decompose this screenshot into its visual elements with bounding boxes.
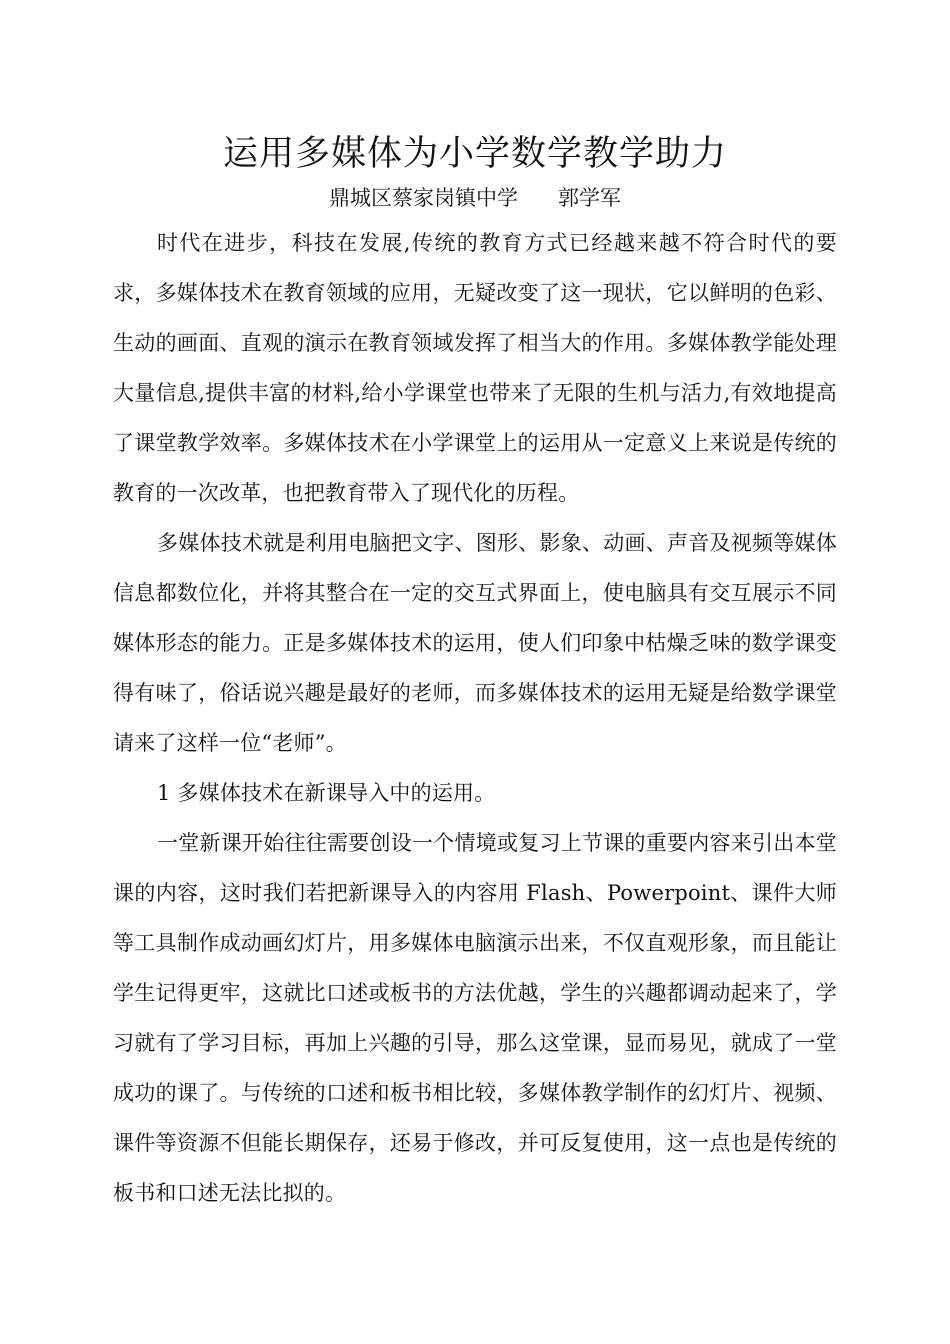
paragraph-definition: 多媒体技术就是利用电脑把文字、图形、影象、动画、声音及视频等媒体信息都数位化，并将其整合在一定的交互式界面上，使电脑具有交互展示不同媒体形态的能力。正是多媒体技术的运用，使人们印象中枯燥乏味的数学课变得有味了，俗话说兴趣是最好的老师，而多媒体技术的运用无疑是给数学课堂请来了这样一位“老师”。 [113,531,837,755]
paragraph-new-lesson: 一堂新课开始往往需要创设一个情境或复习上节课的重要内容来引出本堂课的内容，这时我们若把新课导入的内容用 Flash、Powerpoint、课件大师等工具制作成动画幻灯片，用多媒体电脑演示出来，不仅直观形象，而且能让学生记得更牢，这就比口述或板书的方法优越，学生的兴趣都调动起来了，学习就有了学习目标，再加上兴趣的引导，那么这堂课，显而易见，就成了一堂成功的课了。与传统的口述和板书相比较，多媒体教学制作的幻灯片、视频、课件等资源不但能长期保存，还易于修改，并可反复使用，这一点也是传统的板书和口述无法比拟的。 [113,831,837,1205]
author-byline: 鼎城区蔡家岗镇中学 郭学军 [328,186,622,210]
section-heading-1: 1 多媒体技术在新课导入中的运用。 [157,781,496,805]
document-body [113,128,837,1218]
document-title: 运用多媒体为小学数学教学助力 [222,134,727,174]
paragraph-intro: 时代在进步，科技在发展,传统的教育方式已经越来越不符合时代的要求，多媒体技术在教育领域的应用，无疑改变了这一现状，它以鲜明的色彩、生动的画面、直观的演示在教育领域发挥了相当大的作用。多媒体教学能处理大量信息,提供丰富的材料,给小学课堂也带来了无限的生机与活力,有效地提高了课堂教学效率。多媒体技术在小学课堂上的运用从一定意义上来说是传统的教育的一次改革，也把教育带入了现代化的历程。 [113,231,837,505]
